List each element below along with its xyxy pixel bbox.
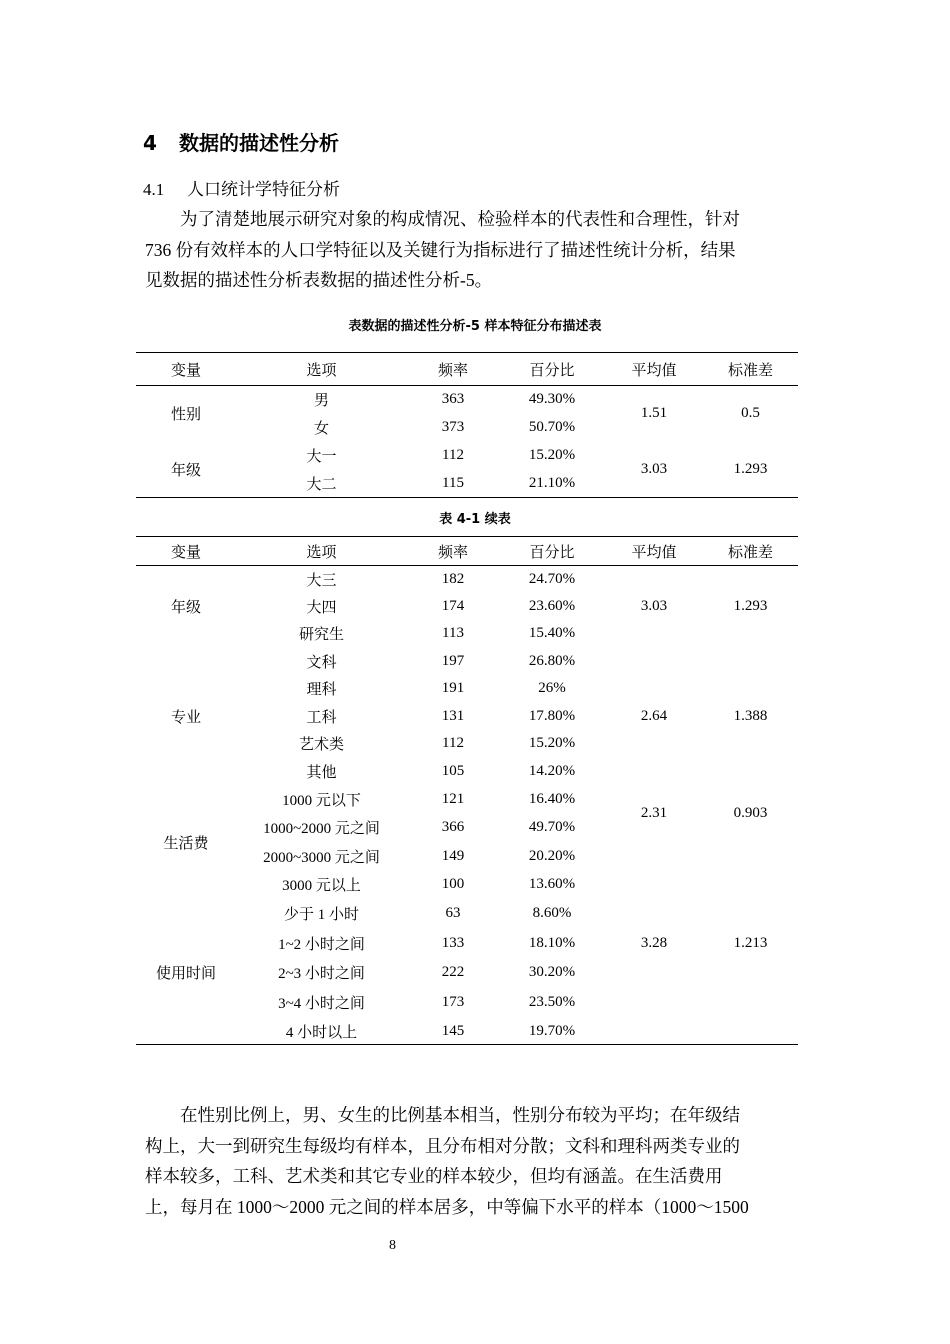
header-option: 选项 — [236, 538, 407, 565]
percent-cell: 15.40% — [528, 625, 576, 642]
percent-cell: 15.20% — [528, 735, 576, 752]
frequency-cell: 112 — [442, 446, 464, 463]
empty-cell — [703, 842, 798, 871]
section-number: 4 — [143, 131, 157, 155]
option-cell: 工科 — [306, 709, 337, 726]
frequency-cell: 63 — [445, 905, 461, 922]
sd-cell: 1.213 — [733, 934, 768, 951]
option-cell: 艺术类 — [298, 737, 344, 754]
paragraph-line: 在性别比例上，男、女生的比例基本相当，性别分布较为平均；在年级结 — [180, 1105, 740, 1125]
frequency-cell: 131 — [441, 707, 465, 724]
header-mean: 平均值 — [605, 538, 703, 565]
option-cell: 大一 — [306, 448, 337, 465]
intro-paragraph — [145, 204, 805, 296]
percent-cell: 19.70% — [528, 1023, 576, 1040]
frequency-cell: 121 — [441, 790, 465, 807]
table-row — [136, 871, 798, 900]
variable-cell: 性别 — [170, 406, 201, 423]
percent-cell: 14.20% — [528, 762, 576, 779]
header-percent: 百分比 — [499, 538, 605, 565]
table-row — [136, 842, 798, 871]
option-cell: 4 小时以上 — [285, 1025, 358, 1042]
option-cell: 2000~3000 元之间 — [263, 849, 380, 866]
header-frequency: 频率 — [407, 538, 499, 565]
header-variable: 变量 — [136, 538, 236, 565]
frequency-cell: 173 — [441, 993, 465, 1010]
frequency-cell: 197 — [441, 652, 465, 669]
paragraph-line: 上，每月在 1000～2000 元之间的样本居多，中等偏下水平的样本（1000～1500 — [145, 1196, 749, 1217]
frequency-cell: 113 — [442, 625, 464, 642]
table-caption: 表数据的描述性分析-5 样本特征分布描述表 — [348, 319, 602, 334]
table-caption: 表 4-1 续表 — [439, 512, 511, 527]
frequency-cell: 373 — [441, 418, 465, 435]
table-header-row — [136, 354, 798, 385]
header-sd: 标准差 — [703, 354, 798, 385]
frequency-cell: 182 — [441, 570, 465, 587]
frequency-cell: 363 — [441, 390, 465, 407]
section-title: 数据的描述性分析 — [179, 131, 339, 155]
header-sd: 标准差 — [703, 538, 798, 565]
frequency-cell: 149 — [441, 847, 465, 864]
option-cell: 男 — [313, 392, 329, 409]
frequency-cell: 145 — [441, 1023, 465, 1040]
subsection-number: 4.1 — [143, 180, 165, 199]
option-cell: 研究生 — [298, 627, 344, 644]
percent-cell: 49.30% — [528, 390, 576, 407]
frequency-cell: 112 — [442, 735, 464, 752]
table-top-rule — [136, 536, 798, 537]
subsection-title: 人口统计学特征分析 — [187, 180, 340, 200]
mean-cell: 1.51 — [640, 404, 668, 421]
table-row — [136, 988, 798, 1018]
header-mean: 平均值 — [605, 354, 703, 385]
percent-cell: 49.70% — [528, 819, 576, 836]
table-bottom-rule — [136, 1044, 798, 1045]
frequency-cell: 105 — [441, 762, 465, 779]
table-top-rule — [136, 352, 798, 353]
percent-cell: 16.40% — [528, 790, 576, 807]
sample-table — [136, 354, 798, 497]
table-row — [136, 648, 798, 676]
option-cell: 1000~2000 元之间 — [263, 821, 380, 838]
empty-cell — [605, 988, 703, 1018]
percent-cell: 21.10% — [528, 474, 576, 491]
sd-cell: 1.293 — [733, 598, 768, 614]
mean-cell: 2.64 — [640, 707, 668, 724]
mean-cell: 3.03 — [640, 460, 668, 477]
option-cell: 3~4 小时之间 — [278, 995, 365, 1012]
empty-cell — [703, 871, 798, 900]
option-cell: 少于 1 小时 — [283, 907, 359, 924]
percent-cell: 23.60% — [528, 597, 576, 614]
empty-cell — [703, 1017, 798, 1047]
table-bottom-rule — [136, 497, 798, 498]
table-row — [136, 565, 798, 593]
frequency-cell: 191 — [441, 680, 465, 697]
header-percent: 百分比 — [499, 354, 605, 385]
option-cell: 大四 — [306, 599, 337, 616]
frequency-cell: 100 — [441, 876, 465, 893]
percent-cell: 26% — [538, 680, 566, 697]
paragraph-line: 为了清楚地展示研究对象的构成情况、检验样本的代表性和合理性，针对 — [180, 209, 740, 229]
header-option: 选项 — [236, 354, 407, 385]
variable-cell: 年级 — [170, 600, 201, 616]
option-cell: 大二 — [306, 476, 337, 493]
percent-cell: 20.20% — [528, 847, 576, 864]
option-cell: 大三 — [306, 572, 337, 589]
table-row — [136, 1017, 798, 1047]
frequency-cell: 115 — [442, 474, 464, 491]
percent-cell: 30.20% — [528, 964, 576, 981]
empty-cell — [605, 842, 703, 871]
paragraph-line: 见数据的描述性分析表数据的描述性分析-5。 — [145, 270, 493, 290]
option-cell: 1000 元以下 — [282, 792, 361, 809]
percent-cell: 26.80% — [528, 652, 576, 669]
mean-cell: 3.03 — [640, 598, 668, 614]
sd-cell: 0.903 — [733, 805, 768, 821]
frequency-cell: 366 — [441, 819, 465, 836]
header-frequency: 频率 — [407, 354, 499, 385]
paragraph-line: 736 份有效样本的人口学特征以及关键行为指标进行了描述性统计分析，结果 — [145, 239, 736, 260]
section-heading — [143, 127, 339, 156]
frequency-cell: 174 — [441, 597, 465, 614]
page-number: 8 — [389, 1238, 396, 1253]
empty-cell — [703, 988, 798, 1018]
sd-cell: 1.293 — [733, 460, 768, 477]
variable-cell: 使用时间 — [155, 966, 216, 983]
percent-cell: 18.10% — [528, 934, 576, 951]
variable-cell: 年级 — [170, 462, 201, 479]
percent-cell: 8.60% — [532, 905, 572, 922]
frequency-cell: 133 — [441, 934, 465, 951]
variable-cell: 专业 — [170, 709, 201, 726]
percent-cell: 15.20% — [528, 446, 576, 463]
percent-cell: 50.70% — [528, 418, 576, 435]
option-cell: 2~3 小时之间 — [278, 966, 365, 983]
frequency-cell: 222 — [441, 964, 465, 981]
mean-cell: 2.31 — [640, 805, 668, 821]
percent-cell: 24.70% — [528, 570, 576, 587]
table-row — [136, 385, 798, 413]
continued-table — [136, 538, 798, 1047]
option-cell: 理科 — [306, 682, 337, 699]
paragraph-line: 样本较多，工科、艺术类和其它专业的样本较少，但均有涵盖。在生活费用 — [145, 1166, 723, 1186]
variable-cell: 生活费 — [163, 835, 209, 852]
empty-cell — [605, 1017, 703, 1047]
percent-cell: 13.60% — [528, 876, 576, 893]
table-header-row — [136, 538, 798, 565]
table-row — [136, 441, 798, 469]
table-row — [136, 899, 798, 929]
option-cell: 其他 — [306, 764, 337, 781]
table-row — [136, 785, 798, 814]
subsection-heading — [143, 175, 340, 200]
sd-cell: 1.388 — [733, 707, 768, 724]
empty-cell — [605, 871, 703, 900]
option-cell: 1~2 小时之间 — [278, 936, 365, 953]
sd-cell: 0.5 — [741, 404, 760, 421]
header-variable: 变量 — [136, 354, 236, 385]
closing-paragraph — [145, 1100, 805, 1222]
option-cell: 女 — [313, 420, 329, 437]
mean-cell: 3.28 — [640, 934, 668, 951]
percent-cell: 23.50% — [528, 993, 576, 1010]
percent-cell: 17.80% — [528, 707, 576, 724]
option-cell: 3000 元以上 — [282, 878, 361, 895]
paragraph-line: 构上，大一到研究生每级均有样本，且分布相对分散；文科和理科两类专业的 — [145, 1135, 740, 1156]
option-cell: 文科 — [306, 654, 337, 671]
